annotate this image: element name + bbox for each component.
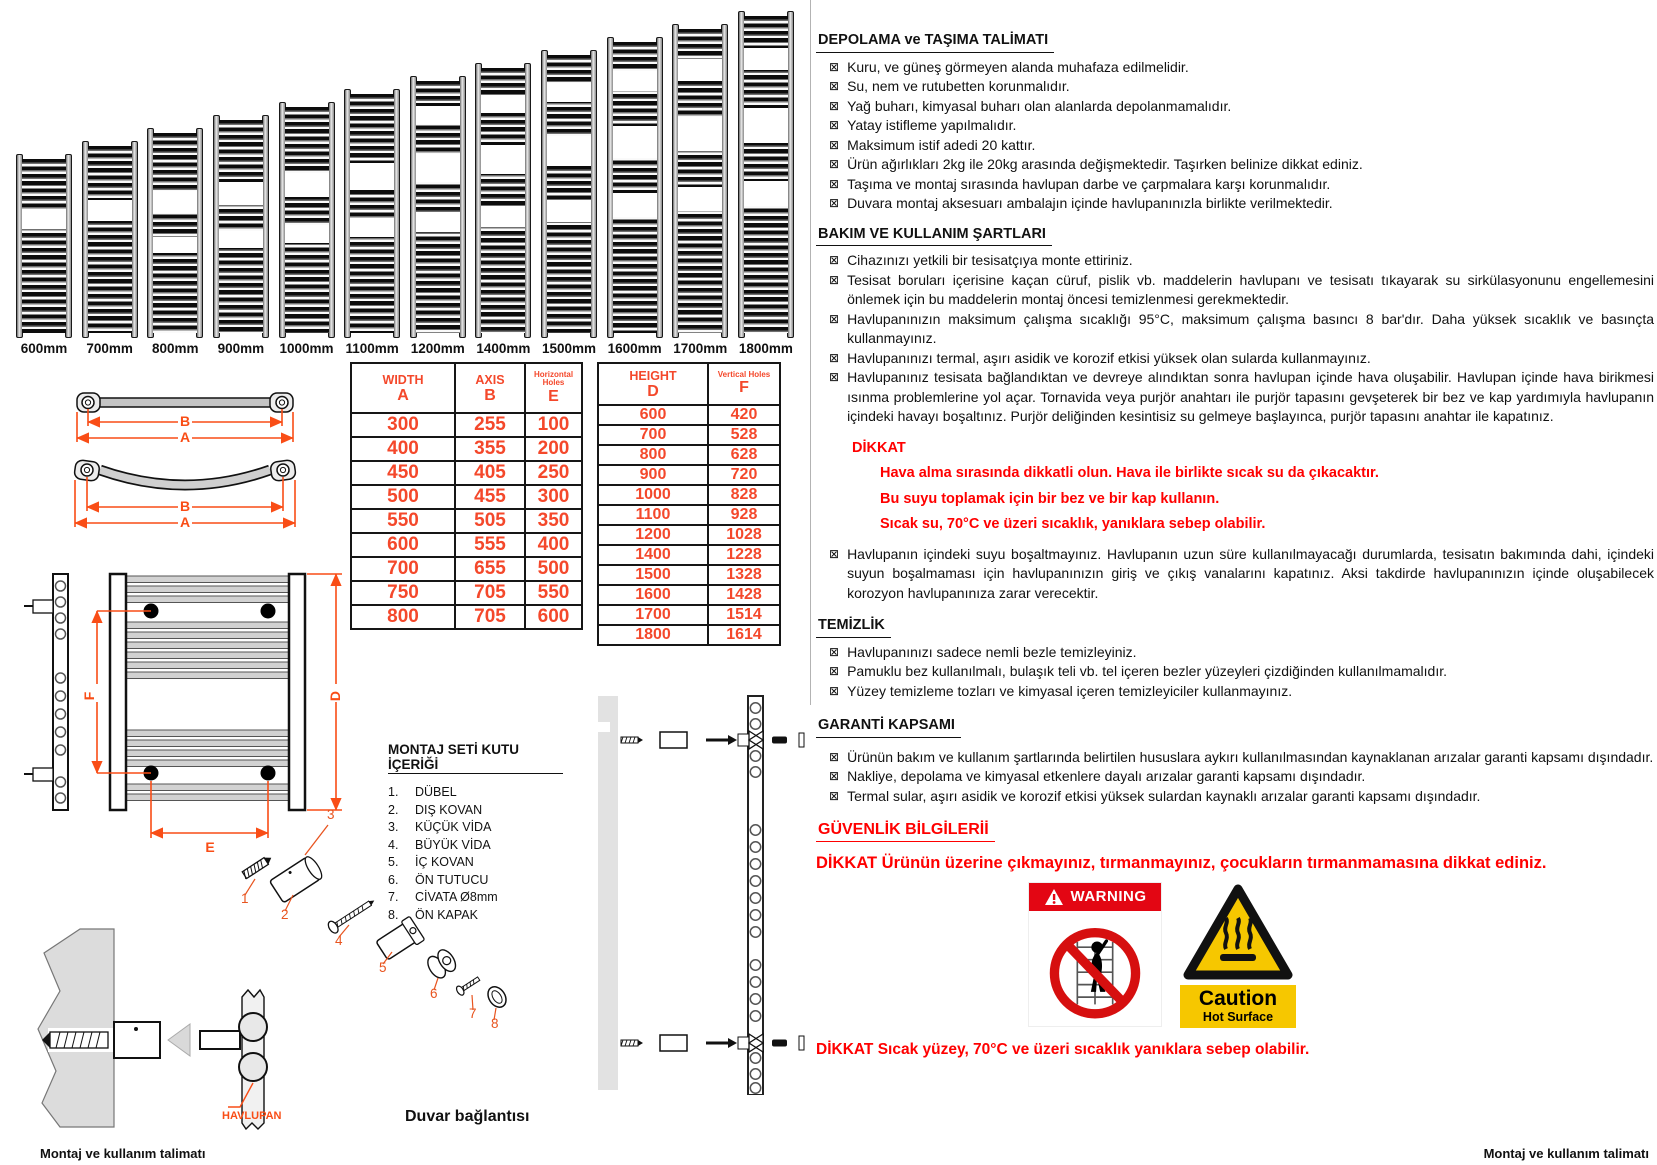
column-divider bbox=[810, 0, 811, 705]
radiator-size-label: 1400mm bbox=[476, 341, 531, 356]
part-number-1: 1 bbox=[241, 891, 249, 906]
table-row: 300 255 100 bbox=[351, 413, 582, 437]
width-spec-table bbox=[350, 362, 583, 630]
table-row: 1000 828 bbox=[598, 485, 780, 505]
radiator-1400mm bbox=[475, 8, 531, 356]
bullet-item: ⊠ Havlupanınızın maksimum çalışma sıcaklığı 95°C, maksimum çalışma basıncı 8 bar'dır. Daha yüksek sıcaklık ve basınçta kullanmayınız. bbox=[829, 310, 1654, 349]
dowel-part bbox=[241, 854, 273, 879]
dim-label-a: A bbox=[179, 514, 191, 530]
radiator-1700mm bbox=[672, 8, 728, 356]
radiator-rail bbox=[590, 50, 597, 338]
section-temizlik bbox=[816, 615, 1654, 701]
table-row: 1100 928 bbox=[598, 505, 780, 525]
table-row: 700 528 bbox=[598, 425, 780, 445]
radiator-1200mm bbox=[410, 8, 466, 356]
section-title-temizlik: TEMİZLİK bbox=[816, 616, 891, 638]
radiator-size-label: 600mm bbox=[20, 341, 68, 356]
technical-dimension-drawings bbox=[20, 378, 350, 863]
front-cap-part bbox=[484, 983, 509, 1010]
dikkat-title: DİKKAT bbox=[852, 439, 906, 456]
radiator-size-label: 1000mm bbox=[279, 341, 334, 356]
bullet-item: ⊠ Ürünün bakım ve kullanım şartlarında belirtilen hususlara aykırı kullanılmasından kaynaklanan arızalar garanti kapsamı dışındadır. bbox=[829, 748, 1654, 768]
bullet-item: ⊠ Duvara montaj aksesuarı ambalajın içinde havlupanınızla birlikte verilmektedir. bbox=[829, 194, 1654, 214]
radiator-size-label: 1700mm bbox=[673, 341, 728, 356]
caution-label: Caution bbox=[1198, 987, 1278, 1010]
radiator-rail bbox=[393, 89, 400, 338]
bullet-item: ⊠ Havlupanınızı sadece nemli bezle temizleyiniz. bbox=[829, 643, 1654, 663]
kit-item: 5. İÇ KOVAN bbox=[388, 855, 474, 869]
radiator-rail bbox=[131, 141, 138, 338]
footer-right: Montaj ve kullanım talimatı bbox=[1483, 1146, 1649, 1161]
bullet-item: ⊠ Nakliye, depolama ve kimyasal etkenlere dayalı arızalar garanti kapsamı dışındadır. bbox=[829, 767, 1654, 787]
bullet-item: ⊠ Yatay istifleme yapılmalıdır. bbox=[829, 116, 1654, 136]
instructions-column bbox=[816, 30, 1654, 1060]
radiator-1500mm bbox=[541, 8, 597, 356]
part-number-7: 7 bbox=[469, 1006, 477, 1021]
bullet-item: ⊠ Havlupanın içindeki suyu boşaltmayınız. Havlupanın uzun süre kullanılmayacağı durumlarda, tesisatın bakımında dahi, içindeki suyun boşalmaması için havlupanınızın giriş ve çıkış vanalarını kapatınız. Aksi takdirde havlupanınızın içinde oluşabilecek korozyon havlupanınıza zarar verecektir. bbox=[829, 545, 1654, 604]
inner-sleeve-part bbox=[374, 916, 424, 962]
section-title-garanti: GARANTİ KAPSAMI bbox=[816, 716, 961, 738]
radiator-600mm bbox=[16, 8, 72, 356]
straight-rung-top-view bbox=[77, 393, 293, 445]
bullet-item: ⊠ Yağ buharı, kimyasal buharı olan alanlarda depolanmamalıdır. bbox=[829, 97, 1654, 117]
table-row: 1600 1428 bbox=[598, 585, 780, 605]
front-holder-part bbox=[424, 947, 459, 981]
warning-banner bbox=[1029, 883, 1161, 911]
radiator-rail bbox=[524, 63, 531, 338]
radiator-rail bbox=[328, 102, 335, 338]
dikkat-line: Bu suyu toplamak için bir bez ve bir kap kullanın. bbox=[880, 490, 1220, 507]
radiator-size-label: 900mm bbox=[217, 341, 265, 356]
table-row: 450 405 250 bbox=[351, 461, 582, 485]
dikkat-line: Sıcak su, 70°C ve üzeri sıcaklık, yanıklara sebep olabilir. bbox=[880, 516, 1266, 532]
section-bakim-extra bbox=[816, 545, 1654, 604]
insert-direction-arrow bbox=[168, 1024, 190, 1056]
bullet-item: ⊠ Taşıma ve montaj sırasında havlupan darbe ve çarpmalara karşı korunmalıdır. bbox=[829, 175, 1654, 195]
part-number-6: 6 bbox=[430, 986, 438, 1001]
section-title-guvenlik: GÜVENLİK BİLGİLERİİ bbox=[816, 820, 995, 842]
section-title-depolama: DEPOLAMA ve TAŞIMA TALİMATI bbox=[816, 31, 1054, 53]
curved-rung-top-view bbox=[74, 459, 297, 530]
column-header-B: AXIS B bbox=[455, 363, 525, 413]
dikkat-warning-block bbox=[852, 439, 1654, 535]
bullet-item: ⊠ Cihazınızı yetkili bir tesisatçıya monte ettiriniz. bbox=[829, 251, 1654, 271]
table-row: 900 720 bbox=[598, 465, 780, 485]
caution-label-box bbox=[1180, 985, 1296, 1028]
table-row: 1400 1228 bbox=[598, 545, 780, 565]
mounting-hardware-row bbox=[621, 731, 804, 749]
outer-sleeve-part bbox=[269, 854, 324, 902]
dim-label-b: B bbox=[179, 413, 191, 429]
radiator-size-label: 1600mm bbox=[607, 341, 662, 356]
bullet-item: ⊠ Tesisat boruları içerisine kaçan cüruf, pislik vb. maddelerin havlupanı ve tesisatı tıkayarak su sirkülasyonunu engellemesini önlemek için bu maddelerin montaj öncesi temizlenmesi gerekmektedir. bbox=[829, 271, 1654, 310]
section-depolama bbox=[816, 30, 1654, 214]
radiator-rail bbox=[656, 37, 663, 338]
wall-cross-section bbox=[38, 929, 114, 1127]
bullet-item: ⊠ Yüzey temizleme tozları ve kimyasal içeren temizleyiciler kullanmayınız. bbox=[829, 682, 1654, 702]
wall-strip bbox=[598, 696, 618, 1090]
dim-label-e: E bbox=[205, 839, 215, 855]
radiator-rail bbox=[65, 154, 72, 338]
outer-sleeve-installed bbox=[114, 1022, 160, 1058]
kit-item: 6. ÖN TUTUCU bbox=[388, 872, 489, 887]
radiator-size-label: 1800mm bbox=[738, 341, 793, 356]
bullet-item: ⊠ Pamuklu bez kullanılmalı, bulaşık teli vb. tel içeren bezler yüzeyleri çizdiğinden kullanılmamalıdır. bbox=[829, 662, 1654, 682]
table-row: 500 455 300 bbox=[351, 485, 582, 509]
column-header-D: HEIGHT D bbox=[598, 363, 708, 405]
radiator-800mm bbox=[147, 8, 203, 356]
kit-item: 2. DIŞ KOVAN bbox=[388, 802, 483, 817]
table-row: 1500 1328 bbox=[598, 565, 780, 585]
height-spec-table bbox=[597, 362, 781, 646]
warning-triangle-icon bbox=[1044, 888, 1064, 906]
dim-label-b: B bbox=[179, 498, 191, 514]
radiator-size-label: 1200mm bbox=[410, 341, 465, 356]
radiator-size-chart bbox=[16, 8, 794, 356]
table-row: 800 628 bbox=[598, 445, 780, 465]
table-row: 600 555 400 bbox=[351, 533, 582, 557]
table-row: 1700 1514 bbox=[598, 605, 780, 625]
bullet-item: ⊠ Ürün ağırlıkları 2kg ile 20kg arasında değişmektedir. Taşırken belinize dikkat ediniz. bbox=[829, 155, 1654, 175]
radiator-700mm bbox=[82, 8, 138, 356]
kit-item: 4. BÜYÜK VİDA bbox=[388, 837, 491, 852]
table-row: 1800 1614 bbox=[598, 625, 780, 645]
footer-left: Montaj ve kullanım talimatı bbox=[40, 1146, 206, 1161]
dim-label-a: A bbox=[179, 429, 191, 445]
column-header-A: WIDTH A bbox=[351, 363, 455, 413]
part-number-5: 5 bbox=[379, 960, 387, 975]
radiator-rail bbox=[262, 115, 269, 338]
hot-surface-icon bbox=[1182, 883, 1294, 981]
bullet-item: ⊠ Maksimum istif adedi 20 kattır. bbox=[829, 136, 1654, 156]
radiator-size-label: 800mm bbox=[151, 341, 199, 356]
part-number-2: 2 bbox=[281, 907, 289, 922]
section-bakim bbox=[816, 224, 1654, 427]
climbing-warning-text: DİKKAT Ürünün üzerine çıkmayınız, tırmanmayınız, çocukların tırmanmamasına dikkat ediniz. bbox=[816, 853, 1547, 872]
section-guvenlik bbox=[816, 820, 1654, 1060]
radiator-1600mm bbox=[607, 8, 663, 356]
bullet-item: ⊠ Termal sular, aşırı asidik ve korozif etkisi yüksek sulardan kaynaklı arızalar garanti kapsamı dışındadır. bbox=[829, 787, 1654, 807]
wall-anchor-drawing bbox=[18, 925, 358, 1130]
radiator-rail bbox=[787, 11, 794, 338]
section-title-bakim: BAKIM VE KULLANIM ŞARTLARI bbox=[816, 225, 1052, 247]
radiator-size-label: 1100mm bbox=[345, 341, 399, 356]
part-number-3: 3 bbox=[327, 807, 335, 822]
table-row: 400 355 200 bbox=[351, 437, 582, 461]
bullet-item: ⊠ Su, nem ve rutubetten korunmalıdır. bbox=[829, 77, 1654, 97]
kit-item: 1. DÜBEL bbox=[388, 785, 457, 799]
table-row: 600 420 bbox=[598, 405, 780, 425]
no-climbing-icon bbox=[1043, 916, 1147, 1020]
table-row: 750 705 550 bbox=[351, 581, 582, 605]
section-garanti bbox=[816, 715, 1654, 806]
bolt-part bbox=[455, 974, 481, 996]
radiator-rail bbox=[196, 128, 203, 338]
radiator-rail bbox=[459, 76, 466, 338]
wall-connection-title: Duvar bağlantısı bbox=[405, 1108, 530, 1125]
column-header-F: Vertical Holes F bbox=[708, 363, 780, 405]
dikkat-line: Hava alma sırasında dikkatli olun. Hava ile birlikte sıcak su da çıkacaktır. bbox=[880, 465, 1379, 481]
radiator-size-label: 1500mm bbox=[541, 341, 597, 356]
dim-label-f: F bbox=[81, 691, 97, 701]
table-row: 800 705 600 bbox=[351, 605, 582, 629]
kit-item: 3. KÜÇÜK VİDA bbox=[388, 820, 492, 834]
warning-label: WARNING bbox=[1070, 888, 1147, 906]
part-number-8: 8 bbox=[491, 1016, 499, 1031]
dim-label-d: D bbox=[327, 690, 343, 702]
column-header-E: Horizontal Holes E bbox=[525, 363, 582, 413]
table-row: 550 505 350 bbox=[351, 509, 582, 533]
safety-signs bbox=[1029, 883, 1654, 1028]
caution-sublabel: Hot Surface bbox=[1202, 1010, 1274, 1024]
mounting-kit-title: MONTAJ SETİ KUTU İÇERİĞİ bbox=[388, 742, 563, 774]
bullet-item: ⊠ Havlupanınız tesisata bağlandıktan ve devreye alındıktan sonra havlupan içinde hava oluşabilir. Havlupan içinde hava birikmesi ısınma problemlerine yol açar. Tornavida veya purjör anahtarı ile purjör tapasını gevşeterek bir bez ve kap yardımıyla havlupanın içindeki havayı boşaltınız. Purjör deliğinden kesintisiz su gelmeye başlayınca, purjör tapasını anahtar ile kapatınız. bbox=[829, 368, 1654, 427]
havlupan-connection bbox=[200, 990, 282, 1129]
table-row: 700 655 500 bbox=[351, 557, 582, 581]
part-number-4: 4 bbox=[335, 933, 343, 948]
kit-item: 7. CİVATA Ø8mm bbox=[388, 890, 498, 904]
havlupan-label: HAVLUPAN bbox=[222, 1110, 282, 1122]
hot-surface-warning-text: DİKKAT Sıcak yüzey, 70°C ve üzeri sıcaklık yanıklara sebep olabilir. bbox=[816, 1041, 1310, 1058]
radiator-rail bbox=[721, 24, 728, 338]
hot-surface-caution-sign bbox=[1179, 883, 1297, 1028]
wall-rail-side-view bbox=[24, 574, 68, 810]
radiator-1000mm bbox=[279, 8, 335, 356]
kit-item: 8. ÖN KAPAK bbox=[388, 907, 478, 922]
radiator-900mm bbox=[213, 8, 269, 356]
radiator-1800mm bbox=[738, 8, 794, 356]
radiator-size-label: 700mm bbox=[86, 341, 133, 356]
no-climbing-warning-sign bbox=[1029, 883, 1161, 1026]
bullet-item: ⊠ Havlupanınızı termal, aşırı asidik ve korozif etkisi yüksek olan sularda kullanmayınız. bbox=[829, 349, 1654, 369]
table-row: 1200 1028 bbox=[598, 525, 780, 545]
radiator-1100mm bbox=[344, 8, 400, 356]
bullet-item: ⊠ Kuru, ve güneş görmeyen alanda muhafaza edilmelidir. bbox=[829, 58, 1654, 78]
wall-connection-drawing bbox=[560, 650, 805, 1095]
